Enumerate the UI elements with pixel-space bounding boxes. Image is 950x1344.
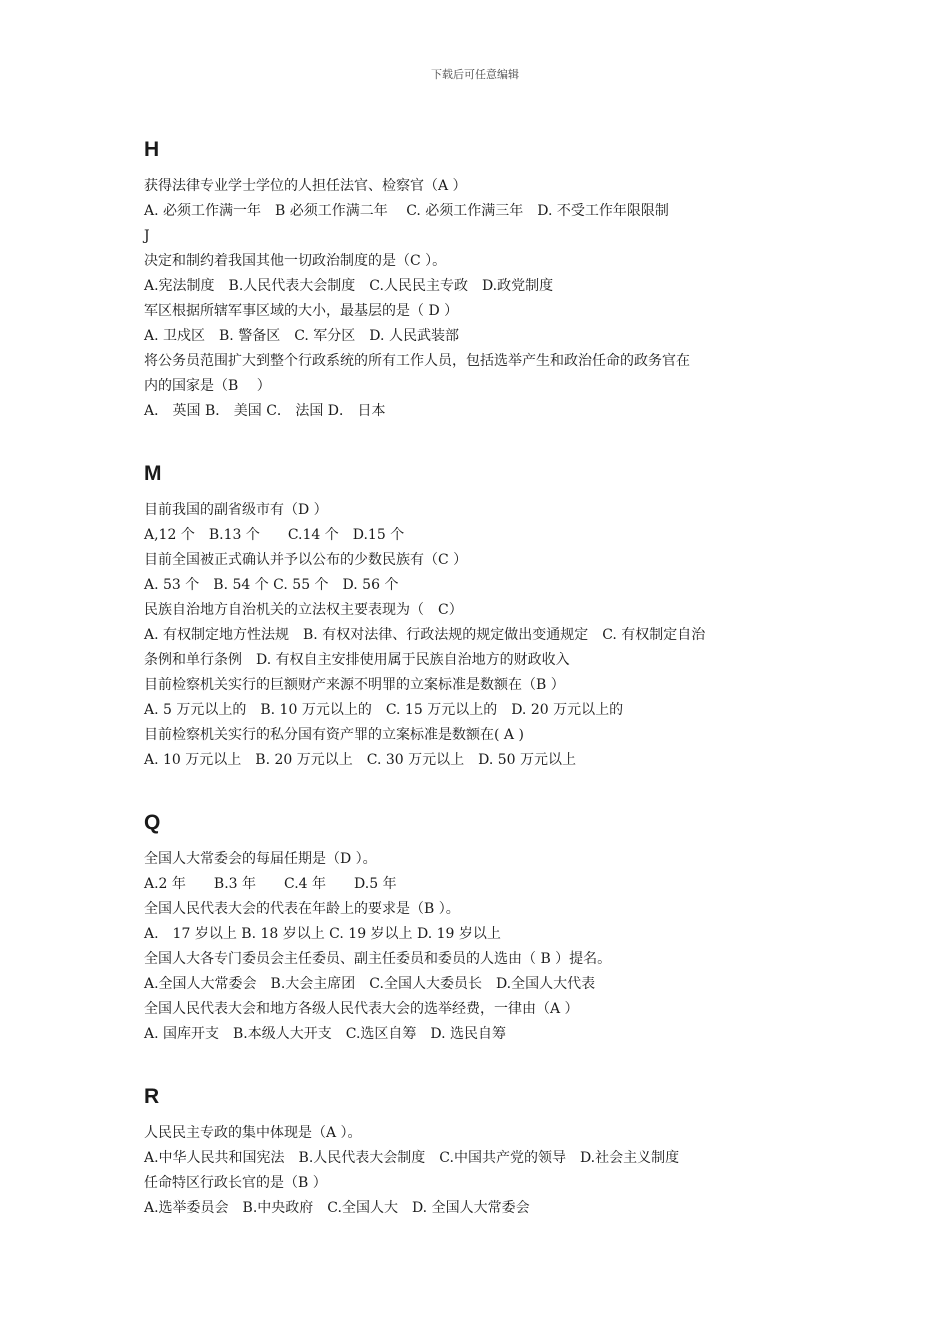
answer-options: A.宪法制度 B.人民代表大会制度 C.人民民主专政 D.政党制度 [144,278,554,294]
question-text: 目前我国的副省级市有（D ） [144,502,328,518]
section-heading: R [144,1085,160,1108]
section-q [144,808,824,1047]
page-header: 下载后可任意编辑 [431,68,519,81]
answer-options: A. 国库开支 B.本级人大开支 C.选区自筹 D. 选民自筹 [144,1026,507,1042]
answer-options: A. 17 岁以上 B. 18 岁以上 C. 19 岁以上 D. 19 岁以上 [144,926,501,942]
section-m [144,459,824,773]
answer-options: A,12 个 B.13 个 C.14 个 D.15 个 [144,527,405,543]
answer-options: A.中华人民共和国宪法 B.人民代表大会制度 C.中国共产党的领导 D.社会主义制度 [144,1150,680,1166]
answer-options: A. 必须工作满一年 B 必须工作满二年 C. 必须工作满三年 D. 不受工作年限限制 [144,203,669,219]
question-text: 全国人民代表大会和地方各级人民代表大会的选举经费，一律由（A ） [144,1001,579,1017]
answer-options-continued: 条例和单行条例 D. 有权自主安排使用属于民族自治地方的财政收入 [144,652,570,668]
answer-options: A.全国人大常委会 B.大会主席团 C.全国人大委员长 D.全国人大代表 [144,976,596,992]
answer-options: A.2 年 B.3 年 C.4 年 D.5 年 [144,876,397,892]
question-text: 全国人大常委会的每届任期是（D ）。 [144,851,377,867]
section-r [144,1082,824,1221]
section-h [144,135,824,424]
answer-options: A. 10 万元以上 B. 20 万元以上 C. 30 万元以上 D. 50 万元以上 [144,752,576,768]
question-text: 决定和制约着我国其他一切政治制度的是（C ）。 [144,253,447,269]
question-text: 目前全国被正式确认并予以公布的少数民族有（C ） [144,552,468,568]
answer-options: A． 英国 B． 美国 C． 法国 D． 日本 [144,403,386,419]
question-text: 任命特区行政长官的是（B ） [144,1175,327,1191]
section-heading: H [144,138,160,161]
section-heading: M [144,462,162,485]
section-heading: Q [144,811,161,834]
question-text: 目前检察机关实行的巨额财产来源不明罪的立案标准是数额在（B ） [144,677,565,693]
question-text: 民族自治地方自治机关的立法权主要表现为（ C） [144,602,463,618]
subsection-letter: J [144,228,150,244]
answer-options: A. 53 个 B. 54 个 C. 55 个 D. 56 个 [144,577,399,593]
question-text: 将公务员范围扩大到整个行政系统的所有工作人员，包括选举产生和政治任命的政务官在 [144,353,690,369]
question-text: 目前检察机关实行的私分国有资产罪的立案标准是数额在( A ) [144,727,524,743]
answer-options: A. 有权制定地方性法规 B. 有权对法律、行政法规的规定做出变通规定 C. 有权制定自治 [144,627,706,643]
question-text: 人民民主专政的集中体现是（A ）。 [144,1125,362,1141]
answer-options: A. 5 万元以上的 B. 10 万元以上的 C. 15 万元以上的 D. 20 万元以上的 [144,702,624,718]
question-text: 获得法律专业学士学位的人担任法官、检察官（A ） [144,178,467,194]
answer-options: A.选举委员会 B.中央政府 C.全国人大 D. 全国人大常委会 [144,1200,530,1216]
answer-options: A. 卫戍区 B. 警备区 C. 军分区 D. 人民武装部 [144,328,459,344]
question-text: 军区根据所辖军事区域的大小，最基层的是（ D ） [144,303,459,319]
question-text-continued: 内的国家是（B ） [144,378,271,394]
question-text: 全国人民代表大会的代表在年龄上的要求是（B ）。 [144,901,460,917]
question-text: 全国人大各专门委员会主任委员、副主任委员和委员的人选由（ B ）提名。 [144,951,612,967]
